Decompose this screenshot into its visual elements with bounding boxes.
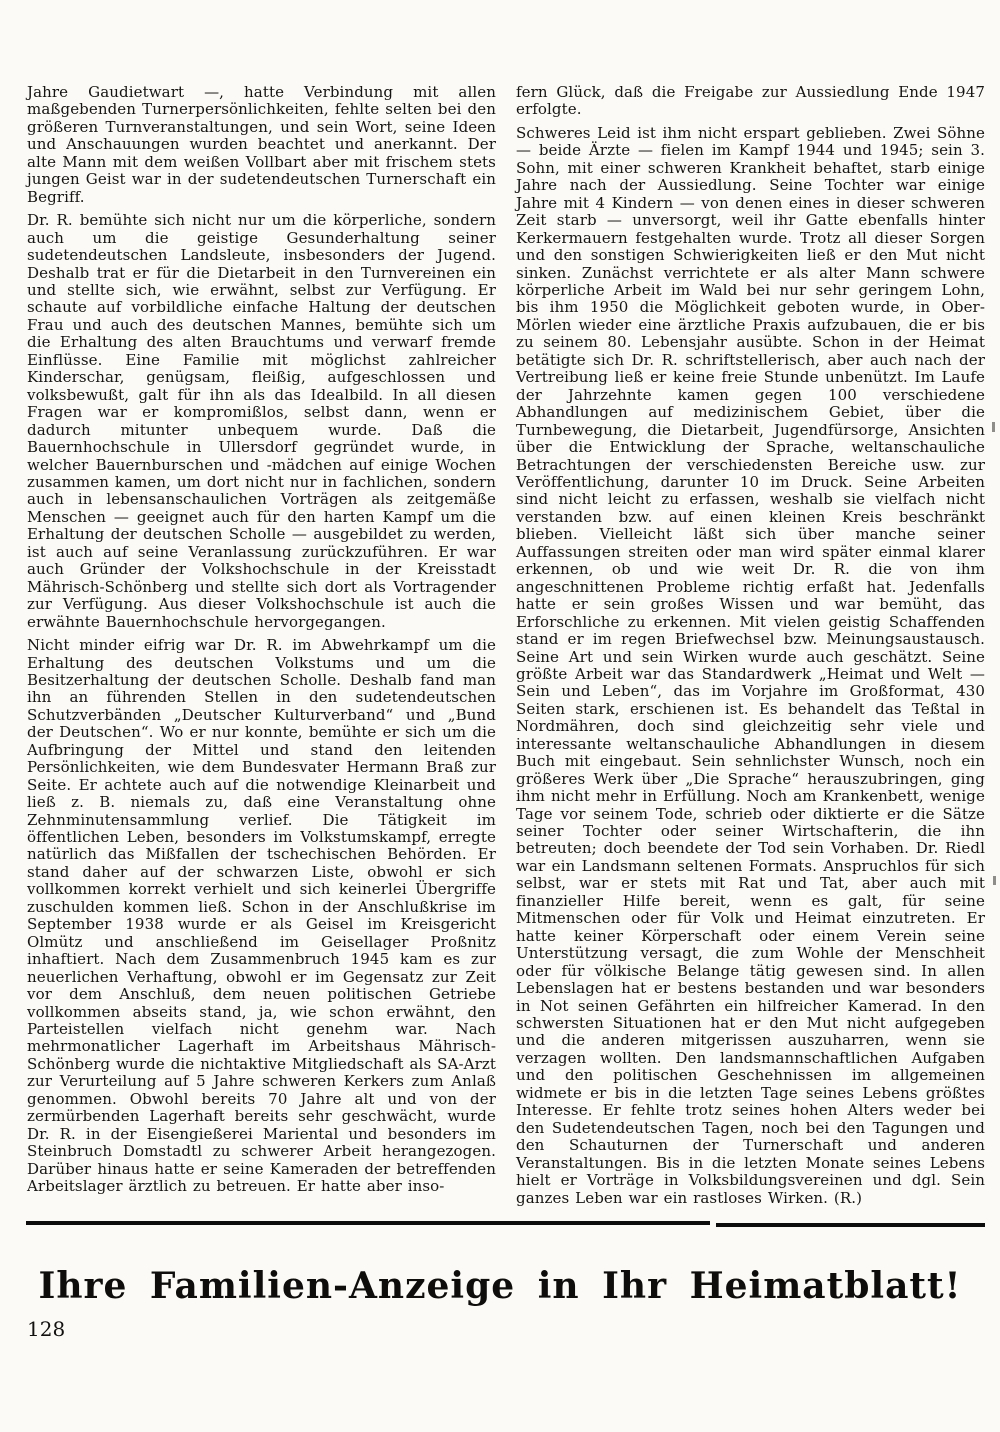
- divider-rule-right-segment: [716, 1223, 985, 1227]
- paragraph: Schweres Leid ist ihm nicht erspart geblieben. Zwei Söhne — beide Ärzte — fielen im Kampf 1944 und 1945; sein 3. Sohn, mit einer schweren Krankheit behaftet, starb einige Jahre nach der Aussiedlung. Seine Tochter war einige Jahre mit 4 Kindern — von denen eines in dieser schweren Zeit starb — unversorgt, weil ihr Gatte ebenfalls hinter Kerkermauern festgehalten wurde. Trotz all dieser Sorgen und den sonstigen Schwierigkeiten ließ er den Mut nicht sinken. Zunächst verrichtete er als alter Mann schwere körperliche Arbeit im Wald bei nur sehr geringem Lohn, bis ihm 1950 die Möglichkeit geboten wurde, in Ober-Mörlen wieder eine ärztliche Praxis aufzubauen, die er bis zu seinem 80. Lebensjahr ausübte. Schon in der Heimat betätigte sich Dr. R. schriftstellerisch, aber auch nach der Vertreibung ließ er keine freie Stunde unbenützt. Im Laufe der Jahrzehnte kamen gegen 100 verschiedene Abhandlungen auf medizinischem Gebiet, über die Turnbewegung, die Dietarbeit, Jugendfürsorge, Ansichten über die Entwicklung der Sprache, weltanschauliche Betrachtungen der verschiedensten Bereiche usw. zur Veröffentlichung, darunter 10 im Druck. Seine Arbeiten sind nicht leicht zu erfassen, weshalb sie vielfach nicht verstanden bzw. auf einen kleinen Kreis beschränkt blieben. Vielleicht läßt sich über manche seiner Auffassungen streiten oder man wird später einmal klarer erkennen, ob und wie weit Dr. R. die von ihm angeschnittenen Probleme richtig erfaßt hat. Jedenfalls hatte er sein großes Wissen und war bemüht, das Erforschliche zu erkennen. Mit vielen geistig Schaffenden stand er im regen Briefwechsel bzw. Meinungsaustausch. Seine Art und sein Wirken wurde auch geschätzt. Seine größte Arbeit war das Standardwerk „Heimat und Welt — Sein und Leben“, das im Vorjahre im Großformat, 430 Seiten stark, erschienen ist. Es behandelt das Teßtal in Nordmähren, doch sind gleichzeitig sehr viele und interessante weltanschauliche Abhandlungen in diesem Buch mit eingebaut. Sein sehnlichster Wunsch, noch ein größeres Werk über „Die Sprache“ herauszubringen, ging ihm nicht mehr in Erfüllung. Noch am Krankenbett, wenige Tage vor seinem Tode, schrieb oder diktierte er die Sätze seiner Tochter oder seiner Wirtschafterin, die ihn betreuten; doch beendete der Tod sein Vorhaben. Dr. Riedl war ein Landsmann seltenen Formats. Anspruchlos für sich selbst, war er stets mit Rat und Tat, aber auch mit finanzieller Hilfe bereit, wenn es galt, für seine Mitmenschen oder für Volk und Heimat einzutreten. Er hatte keiner Körperschaft oder einem Verein seine Unterstützung versagt, die zum Wohle der Menschheit oder für völkische Belange tätig gewesen sind. In allen Lebenslagen hat er bestens bestanden und war besonders in Not seinen Gefährten ein hilfreicher Kamerad. In den schwersten Situationen hat er den Mut nicht aufgegeben und die anderen mitgerissen auszuharren, wenn sie verzagen wollten. Den landsmannschaftlichen Aufgaben und den politischen Geschehnissen im allgemeinen widmete er bis in die letzten Tage seines Lebens größtes Interesse. Er fehlte trotz seines hohen Alters weder bei den Sudetendeutschen Tagen, noch bei den Tagungen und den Schauturnen der Turnerschaft und anderen Veranstaltungen. Bis in die letzten Monate seines Lebens hielt er Vorträge in Volksbildungsvereinen und dgl. Sein ganzes Leben war ein rastloses Wirken. (R.): [516, 123, 985, 1207]
- paragraph: Nicht minder eifrig war Dr. R. im Abwehrkampf um die Erhaltung des deutschen Volkstums und um die Besitzerhaltung der deutschen Scholle. Deshalb fand man ihn an führenden Stellen in den sudetendeutschen Schutzverbänden „Deutscher Kulturverband“ und „Bund der Deutschen“. Wo er nur konnte, bemühte er sich um die Aufbringung der Mittel und stand den leitenden Persönlichkeiten, wie dem Bundesvater Hermann Braß zur Seite. Er achtete auch auf die notwendige Kleinarbeit und ließ z. B. niemals zu, daß eine Veranstaltung ohne Zehnminutensammlung verlief. Die Tätigkeit im öffentlichen Leben, besonders im Volkstumskampf, erregte natürlich das Mißfallen der tschechischen Behörden. Er stand daher auf der schwarzen Liste, obwohl er sich vollkommen korrekt verhielt und sich keinerlei Übergriffe zuschulden kommen ließ. Schon in der Anschlußkrise im September 1938 wurde er als Geisel im Kreisgericht Olmütz und anschließend im Geisellager Proßnitz inhaftiert. Nach dem Zusammenbruch 1945 kam es zur neuerlichen Verhaftung, obwohl er im Gegensatz zur Zeit vor dem Anschluß, dem neuen politischen Getriebe vollkommen abseits stand, ja, wie schon erwähnt, den Parteistellen vielfach nicht genehm war. Nach mehrmonatlicher Lagerhaft im Arbeitshaus Mährisch-Schönberg wurde die nichtaktive Mitgliedschaft als SA-Arzt zur Verurteilung auf 5 Jahre schweren Kerkers zum Anlaß genommen. Obwohl bereits 70 Jahre alt und von der zermürbenden Lagerhaft bereits sehr geschwächt, wurde Dr. R. in der Eisengießerei Mariental und besonders im Steinbruch Domstadtl zu schwerer Arbeit herangezogen. Darüber hinaus hatte er seine Kameraden der betreffenden Arbeitslager ärztlich zu betreuen. Er hatte aber inso-: [27, 636, 496, 1196]
- scan-artifact: [993, 876, 996, 885]
- left-column: [27, 84, 496, 1207]
- divider-rule-left-segment: [26, 1221, 710, 1225]
- paragraph: Dr. R. bemühte sich nicht nur um die körperliche, sondern auch um die geistige Gesunderhaltung seiner sudetendeutschen Landsleute, insbesonders der Jugend. Deshalb trat er für die Dietarbeit in den Turnvereinen ein und stellte sich, wie erwähnt, selbst zur Verfügung. Er schaute auf vorbildliche einfache Haltung der deutschen Frau und auch des deutschen Mannes, bemühte sich um die Erhaltung des alten Brauchtums und verwarf fremde Einflüsse. Eine Familie mit möglichst zahlreicher Kinderschar, genügsam, fleißig, aufgeschlossen und volksbewußt, galt für ihn als das Idealbild. In all diesen Fragen war er kompromißlos, selbst dann, wenn er dadurch mitunter unbequem wurde. Daß die Bauernhochschule in Ullersdorf gegründet wurde, in welcher Bauernburschen und -mädchen auf einige Wochen zusammen kamen, um dort nicht nur in fachlichen, sondern auch in lebensanschaulichen Vorträgen als zeitgemäße Menschen — geeignet auch für den harten Kampf um die Erhaltung der deutschen Scholle — ausgebildet zu werden, ist auch auf seine Veranlassung zurückzuführen. Er war auch Gründer der Volkshochschule in der Kreisstadt Mährisch-Schönberg und stellte sich dort als Vortragender zur Verfügung. Aus dieser Volkshochschule ist auch die erwähnte Bauernhochschule hervorgegangen.: [27, 211, 496, 631]
- divider-rule: [26, 1221, 985, 1230]
- footer-banner: Ihre Familien-Anzeige in Ihr Heimatblatt!: [38, 1265, 962, 1307]
- scan-artifact: [992, 422, 995, 432]
- paragraph: fern Glück, daß die Freigabe zur Aussiedlung Ende 1947 erfolgte.: [516, 83, 985, 119]
- article-body: [27, 84, 985, 1207]
- right-column: [516, 84, 985, 1207]
- paragraph: Jahre Gaudietwart —, hatte Verbindung mit allen maßgebenden Turnerpersönlichkeiten, fehlte selten bei den größeren Turnveranstaltungen, und sein Wort, seine Ideen und Anschauungen wurden beachtet und anerkannt. Der alte Mann mit dem weißen Vollbart aber mit frischem stets jungen Geist war in der sudetendeutschen Turnerschaft ein Begriff.: [27, 83, 496, 206]
- page-number: 128: [27, 1317, 66, 1341]
